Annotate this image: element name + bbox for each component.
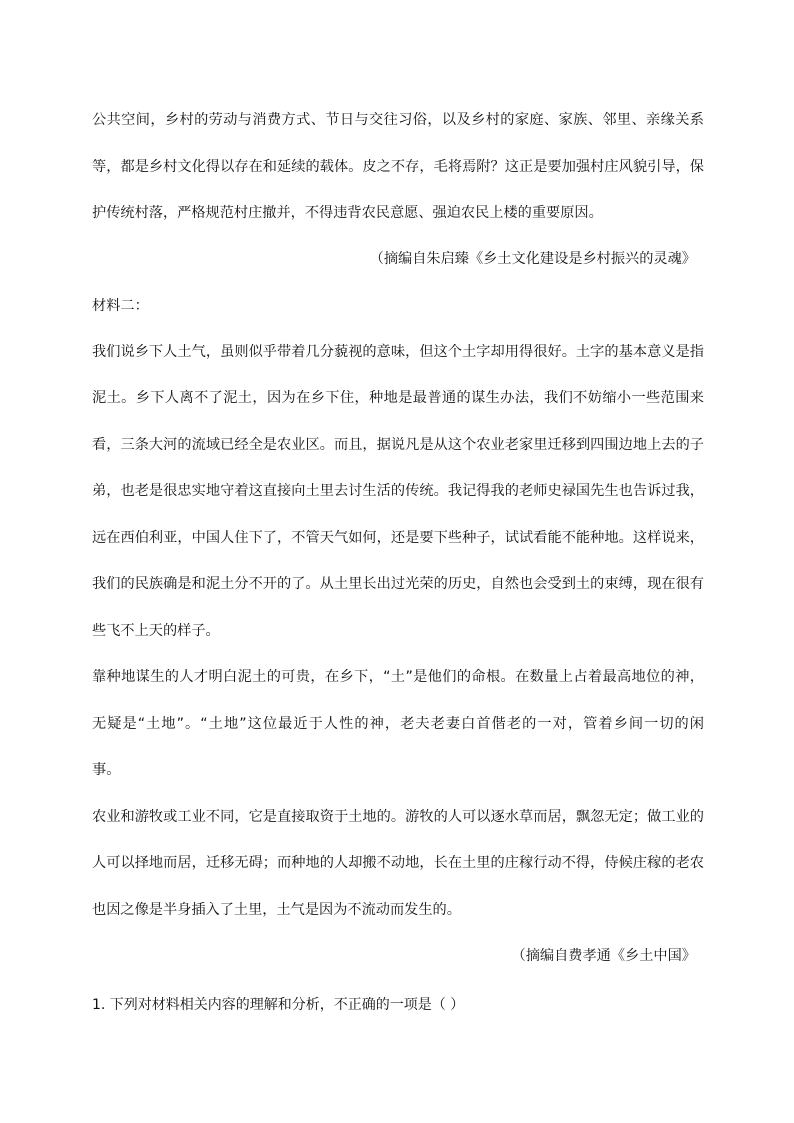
source-citation-2: （摘编自费孝通《乡土中国》 — [511, 948, 696, 964]
paragraph3-line-3: 事。 — [92, 762, 121, 778]
source-citation-1: （摘编自朱启臻《乡土文化建设是乡村振兴的灵魂》 — [369, 251, 696, 267]
paragraph2-line-3: 看，三条大河的流域已经全是农业区。而且，据说凡是从这个农业老家里迁移到四围边地上去的子 — [92, 437, 704, 453]
paragraph2-line-1: 我们说乡下人土气，虽则似乎带着几分藐视的意味，但这个土字却用得很好。土字的基本意义是指 — [92, 344, 704, 360]
paragraph3-line-2: 无疑是“土地”。“土地”这位最近于人性的神，老夫老妻白首偕老的一对，管着乡间一切的闲 — [92, 716, 704, 732]
paragraph3-line-1: 靠种地谋生的人才明白泥土的可贵，在乡下，“土”是他们的命根。在数量上占着最高地位的神， — [92, 669, 704, 685]
material2-heading: 材料二： — [92, 298, 149, 314]
paragraph2-line-4: 弟，也老是很忠实地守着这直接向土里去讨生活的传统。我记得我的老师史禄国先生也告诉过我， — [92, 483, 704, 499]
paragraph4-line-1: 农业和游牧或工业不同，它是直接取资于土地的。游牧的人可以逐水草而居，飘忽无定；做工业的 — [92, 809, 704, 825]
question-1: 1. 下列对材料相关内容的理解和分析，不正确的一项是（ ） — [92, 997, 465, 1013]
paragraph1-line-1: 公共空间，乡村的劳动与消费方式、节日与交往习俗，以及乡村的家庭、家族、邻里、亲缘关系 — [92, 112, 704, 128]
paragraph1-line-2: 等，都是乡村文化得以存在和延续的载体。皮之不存，毛将焉附？这正是要加强村庄风貌引导，保 — [92, 159, 704, 175]
paragraph2-line-5: 远在西伯利亚，中国人住下了，不管天气如何，还是要下些种子，试试看能不能种地。这样说来， — [92, 530, 704, 546]
paragraph4-line-3: 也因之像是半身插入了土里，土气是因为不流动而发生的。 — [92, 902, 461, 918]
paragraph2-line-7: 些飞不上天的样子。 — [92, 623, 220, 639]
paragraph4-line-2: 人可以择地而居，迁移无碍；而种地的人却搬不动地，长在土里的庄稼行动不得，侍候庄稼的老农 — [92, 855, 704, 871]
paragraph1-line-3: 护传统村落，严格规范村庄撤并，不得违背农民意愿、强迫农民上楼的重要原因。 — [92, 205, 603, 221]
paragraph2-line-6: 我们的民族确是和泥土分不开的了。从土里长出过光荣的历史，自然也会受到土的束缚，现在很有 — [92, 576, 704, 592]
paragraph2-line-2: 泥土。乡下人离不了泥土，因为在乡下住，种地是最普通的谋生办法，我们不妨缩小一些范围来 — [92, 390, 704, 406]
